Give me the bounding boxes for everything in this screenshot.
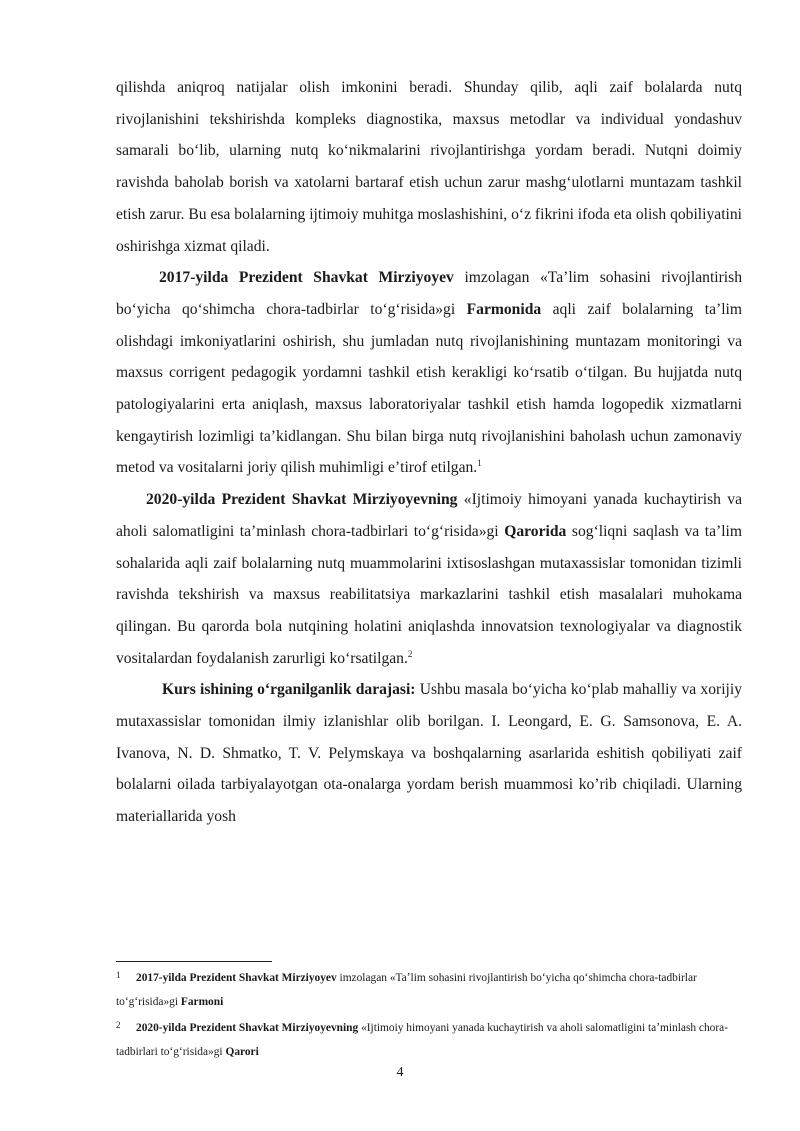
footnote-item xyxy=(116,964,742,1014)
bold-phrase: Kurs ishining oʻrganilganlik darajasi: xyxy=(162,681,416,699)
bold-phrase: Farmoni xyxy=(180,995,224,1008)
footnote-item xyxy=(116,1014,742,1064)
page-number: 4 xyxy=(396,1065,404,1080)
bold-phrase: 2020-yilda Prezident Shavkat Mirziyoyevning xyxy=(146,491,458,509)
footnote-number: 1 xyxy=(116,970,121,980)
bold-phrase: Qarori xyxy=(225,1045,259,1058)
bold-phrase: Qarorida xyxy=(504,522,567,540)
footnote-ref[interactable]: 1 xyxy=(477,458,482,469)
footnote-number: 2 xyxy=(116,1020,121,1030)
bold-phrase: 2017-yilda Prezident Shavkat Mirziyoyev xyxy=(136,972,337,984)
footnote-ref[interactable]: 2 xyxy=(407,648,413,659)
footnote-divider xyxy=(116,961,272,962)
paragraph-text: «Ijtimoiy himoyani yanada kuchaytirish va aholi salomatligini taʼminlash chora-tadbirlari toʻgʻrisida»gi xyxy=(116,491,742,540)
paragraph-text: imzolagan «Taʼlim sohasini rivojlantirish boʻyicha qoʻshimcha chora-tadbirlar toʻgʻrisida»gi xyxy=(116,269,742,318)
paragraph-text: Ushbu masala boʻyicha koʻplab mahalliy va xorijiy mutaxassislar tomonidan ilmiy izlanishlar olib borilgan. I. Leongard, E. G. Samsonova, E. A. Ivanova, N. D. Shmatko, T. V. Pelymskaya va boshqalarning asarlarida eshitish qobiliyati zaif bolalarni oilada tarbiyalayotgan ota-onalarga yordam berish muammosi koʼrib chiqiladi. Ularning materiallarida yosh xyxy=(116,681,742,826)
paragraph-text: sogʻliqni saqlash va taʼlim sohalarida aqli zaif bolalarning nutq muammolarini ixtisoslashgan mutaxassislar tomonidan tizimli ravishda tekshirish va maxsus reabilitatsiya markazlarini tashkil etish masalalari muhokama qilingan. Bu qarorda bola nutqining holatini aniqlashda innovatsion texnologiyalar va diagnostik vositalardan foydalanish zarurligi koʻrsatilgan. xyxy=(116,522,742,667)
bold-phrase: 2017-yilda Prezident Shavkat Mirziyoyev xyxy=(159,269,454,287)
paragraph-2020-resolution xyxy=(116,484,742,674)
bold-phrase: Farmonida xyxy=(466,300,542,318)
body-text xyxy=(116,72,742,833)
paragraph-text: aqli zaif bolalarning taʼlim olishdagi imkoniyatlarini oshirish, shu jumladan nutq rivojlanishining muntazam monitoringi va maxsus corrigent pedagogik yordamni tashkil etish kerakligi koʻrsatib oʻtilgan. Bu hujjatda nutq patologiyalarini erta aniqlash, maxsus laboratoriyalar tashkil etish hamda logopedik xizmatlarni kengaytirish lozimligi taʼkidlangan. Shu bilan birga nutq rivojlanishini baholash uchun zamonaviy metod va vositalarni joriy qilish muhimligi eʼtirof etilgan. xyxy=(116,300,742,477)
paragraph-2017-decree xyxy=(116,262,742,484)
footnotes xyxy=(116,964,742,1064)
bold-phrase: 2020-yilda Prezident Shavkat Mirziyoyevning xyxy=(136,1022,359,1034)
paragraph-study-level xyxy=(116,674,742,833)
footnote-text: «Ijtimoiy himoyani yanada kuchaytirish va aholi salomatligini taʼminlash chora-tadbirlari toʻgʻrisida»gi xyxy=(116,1022,729,1058)
footnote-text: imzolagan «Taʼlim sohasini rivojlantirish boʻyicha qoʻshimcha chora-tadbirlar toʻgʻrisida»gi xyxy=(116,972,697,1008)
paragraph-conclusion: qilishda aniqroq natijalar olish imkonini beradi. Shunday qilib, aqli zaif bolalarda nutq rivojlanishini tekshirishda kompleks diagnostika, maxsus metodlar va individual yondashuv samarali boʻlib, ularning nutq koʻnikmalarini rivojlantirishga yordam beradi. Nutqni doimiy ravishda baholab borish va xatolarni bartaraf etish uchun zarur mashgʻulotlarni muntazam tashkil etish zarur. Bu esa bolalarning ijtimoiy muhitga moslashishini, oʻz fikrini ifoda eta olish qobiliyatini oshirishga xizmat qiladi. xyxy=(116,79,742,255)
